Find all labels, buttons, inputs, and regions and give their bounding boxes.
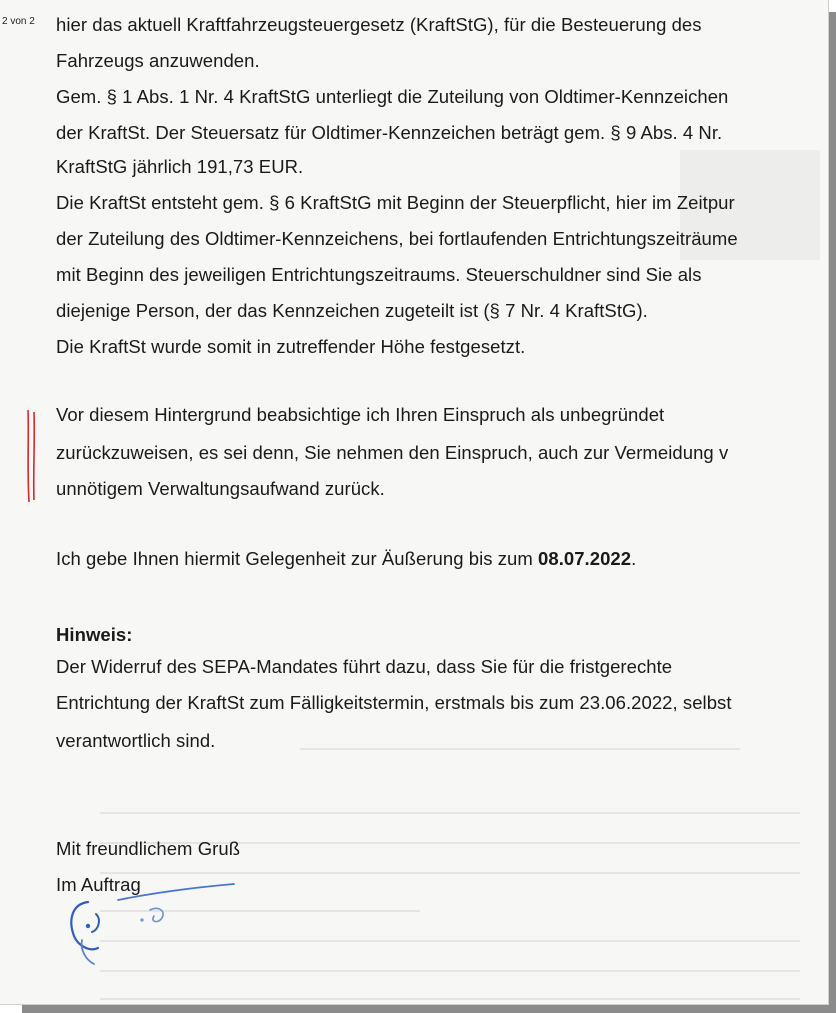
page-reference: 2 von 2 — [2, 16, 35, 27]
body-line: unnötigem Verwaltungsaufwand zurück. — [56, 478, 385, 499]
body-line: hier das aktuell Kraftfahrzeugsteuergesetz (KraftStG), für die Besteuerung des — [56, 14, 702, 35]
body-line: mit Beginn des jeweiligen Entrichtungszeitraums. Steuerschuldner sind Sie als — [56, 264, 702, 285]
body-line: der Zuteilung des Oldtimer-Kennzeichens, bei fortlaufenden Entrichtungszeiträume — [56, 228, 738, 249]
deadline-text: Ich gebe Ihnen hiermit Gelegenheit zur Äußerung bis zum — [56, 548, 539, 569]
deadline-date: 08.07.2022 — [538, 548, 632, 569]
closing-greeting: Mit freundlichem Gruß — [56, 838, 241, 859]
hinweis-line: Entrichtung der KraftSt zum Fälligkeitstermin, erstmals bis zum 23.06.2022, selbst — [56, 692, 732, 713]
hinweis-line: verantwortlich sind. — [56, 730, 216, 751]
signature-scribble — [58, 880, 238, 975]
red-margin-mark — [24, 408, 38, 504]
body-line: KraftStG jährlich 191,73 EUR. — [56, 156, 304, 177]
body-line: diejenige Person, der das Kennzeichen zugeteilt ist (§ 7 Nr. 4 KraftStG). — [56, 300, 648, 321]
body-line: Die KraftSt wurde somit in zutreffender Höhe festgesetzt. — [56, 336, 526, 357]
show-through-line — [100, 812, 800, 814]
body-line: Die KraftSt entsteht gem. § 6 KraftStG mit Beginn der Steuerpflicht, hier im Zeitpur — [56, 192, 735, 213]
show-through-line — [100, 998, 800, 1000]
hinweis-line: Der Widerruf des SEPA-Mandates führt dazu, dass Sie für die fristgerechte — [56, 656, 673, 677]
closing-order: Im Auftrag — [56, 874, 141, 895]
body-line: Vor diesem Hintergrund beabsichtige ich Ihren Einspruch als unbegründet — [56, 404, 665, 425]
body-line: der KraftSt. Der Steuersatz für Oldtimer-Kennzeichen beträgt gem. § 9 Abs. 4 Nr. — [56, 122, 723, 143]
body-line: Fahrzeugs anzuwenden. — [56, 50, 260, 71]
deadline-end: . — [631, 548, 637, 569]
body-line: zurückzuweisen, es sei denn, Sie nehmen den Einspruch, auch zur Vermeidung v — [56, 442, 729, 463]
hinweis-title: Hinweis: — [56, 624, 133, 645]
show-through-line — [300, 748, 740, 750]
deadline-line — [56, 548, 636, 570]
show-through-line — [100, 872, 800, 874]
body-line: Gem. § 1 Abs. 1 Nr. 4 KraftStG unterliegt die Zuteilung von Oldtimer-Kennzeichen — [56, 86, 729, 107]
